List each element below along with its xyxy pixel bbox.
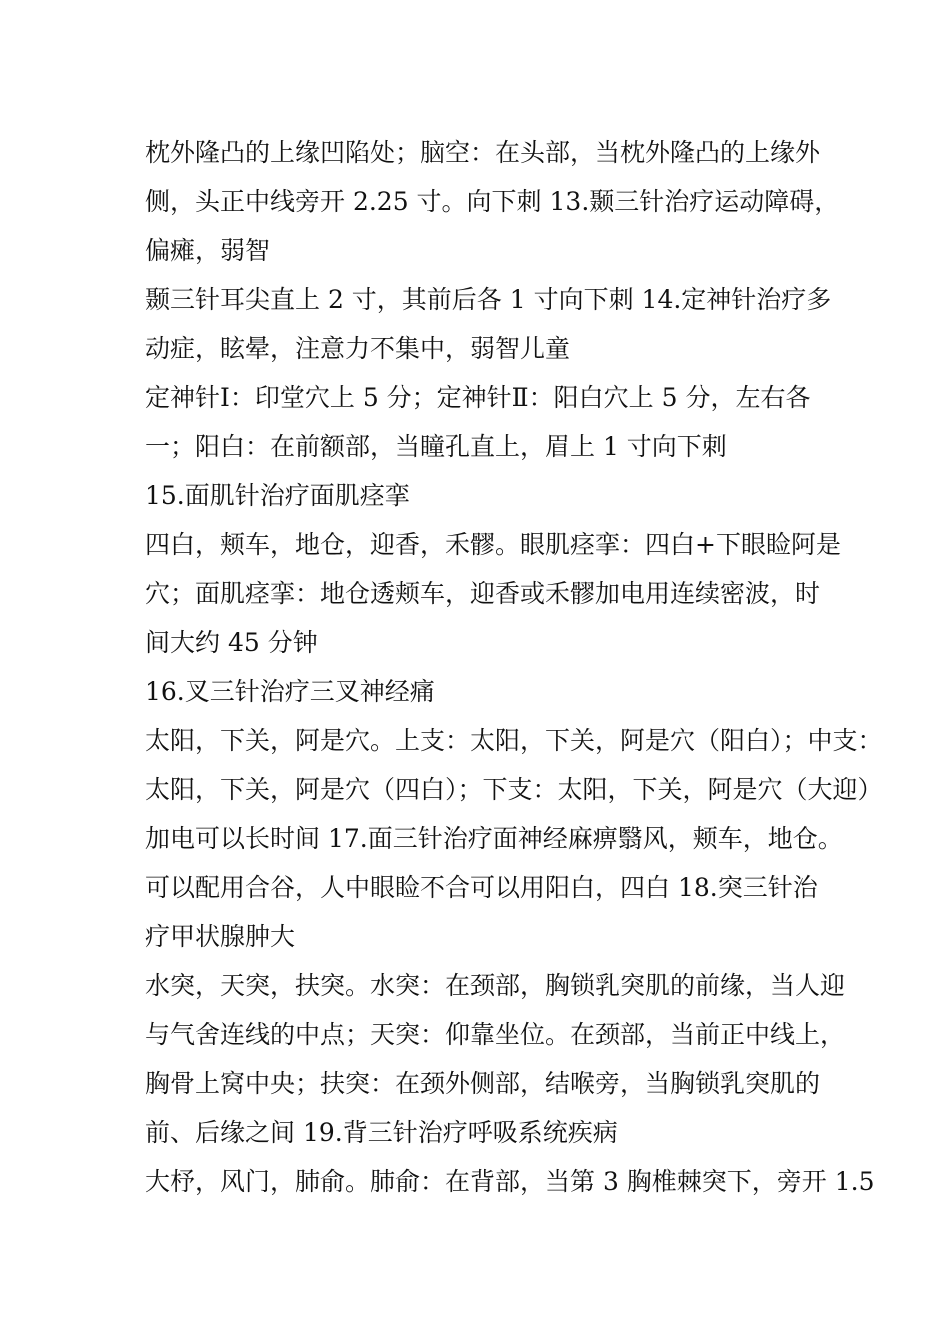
text-line: 侧，头正中线旁开 2.25 寸。向下刺 13.颞三针治疗运动障碍， (145, 187, 840, 216)
section-heading: 16.叉三针治疗三叉神经痛 (145, 677, 435, 706)
text-line: 四白，颊车，地仓，迎香，禾髎。眼肌痉挛：四白+下眼睑阿是 (145, 530, 841, 559)
text-line: 颞三针耳尖直上 2 寸，其前后各 1 寸向下刺 14.定神针治疗多 (145, 285, 832, 314)
text-line: 加电可以长时间 17.面三针治疗面神经麻痹翳风，颊车，地仓。 (145, 824, 843, 853)
text-line: 间大约 45 分钟 (145, 628, 318, 657)
text-line: 一；阳白：在前额部，当瞳孔直上，眉上 1 寸向下刺 (145, 432, 727, 461)
text-line: 大杼，风门，肺俞。肺俞：在背部，当第 3 胸椎棘突下，旁开 1.5 (145, 1167, 875, 1196)
section-heading: 15.面肌针治疗面肌痉挛 (145, 481, 410, 510)
text-line: 水突，天突，扶突。水突：在颈部，胸锁乳突肌的前缘，当人迎 (145, 971, 846, 1000)
document-body (145, 128, 883, 1206)
text-line: 定神针Ⅰ：印堂穴上 5 分；定神针Ⅱ：阳白穴上 5 分，左右各 (145, 383, 811, 412)
text-line: 与气舍连线的中点；天突：仰靠坐位。在颈部，当前正中线上， (145, 1020, 846, 1049)
text-line: 太阳，下关，阿是穴。上支：太阳，下关，阿是穴（阳白）；中支： (145, 726, 883, 755)
text-line: 太阳，下关，阿是穴（四白）；下支：太阳，下关，阿是穴（大迎） (145, 775, 883, 804)
text-line: 动症，眩晕，注意力不集中，弱智儿童 (145, 334, 571, 363)
text-line: 胸骨上窝中央；扶突：在颈外侧部，结喉旁，当胸锁乳突肌的 (145, 1069, 821, 1098)
text-line: 穴；面肌痉挛：地仓透颊车，迎香或禾髎加电用连续密波，时 (145, 579, 821, 608)
text-line: 前、后缘之间 19.背三针治疗呼吸系统疾病 (145, 1118, 618, 1147)
text-line: 偏瘫，弱智 (145, 236, 271, 265)
text-line: 可以配用合谷，人中眼睑不合可以用阳白，四白 18.突三针治 (145, 873, 818, 902)
text-line: 疗甲状腺肿大 (145, 922, 296, 951)
text-line: 枕外隆凸的上缘凹陷处；脑空：在头部，当枕外隆凸的上缘外 (145, 138, 821, 167)
